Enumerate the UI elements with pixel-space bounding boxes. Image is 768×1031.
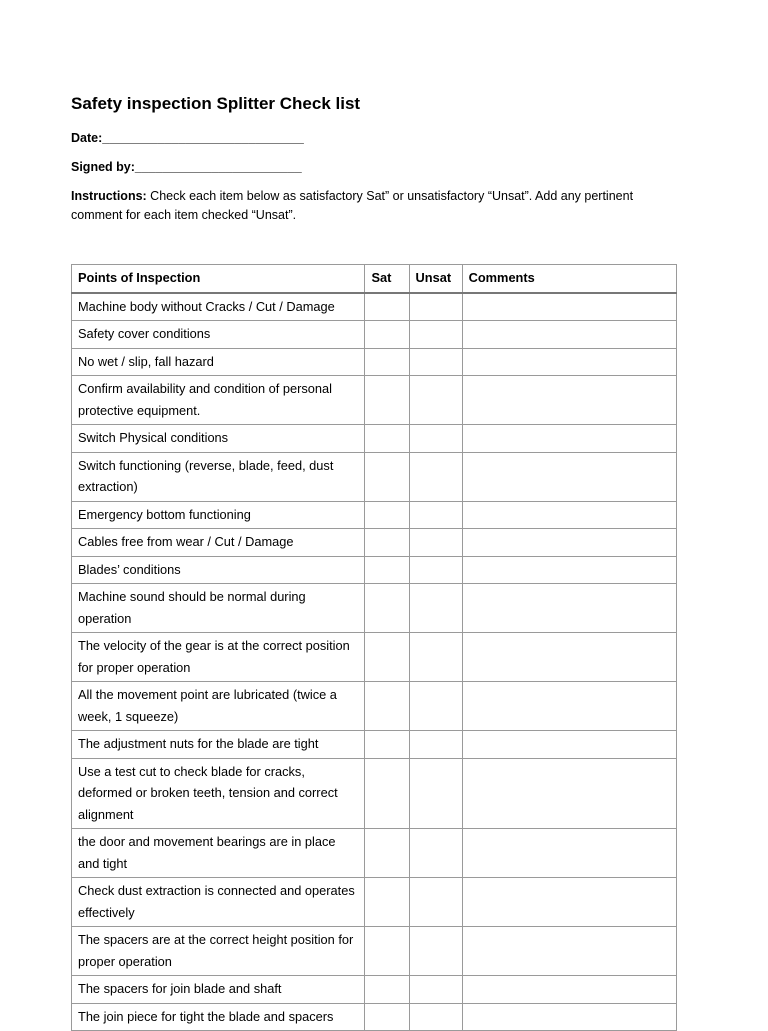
unsat-cell[interactable] <box>409 878 462 927</box>
unsat-cell[interactable] <box>409 682 462 731</box>
inspection-point-cell: The velocity of the gear is at the correct position for proper operation <box>72 633 365 682</box>
comments-cell[interactable] <box>462 293 676 321</box>
unsat-cell[interactable] <box>409 584 462 633</box>
instructions-text: Check each item below as satisfactory Sat” or unsatisfactory “Unsat”. Add any pertinent comment for each item checked “Unsat”. <box>71 189 634 222</box>
inspection-point-cell: Check dust extraction is connected and operates effectively <box>72 878 365 927</box>
signed-by-field <box>71 160 302 174</box>
inspection-point-cell: the door and movement bearings are in place and tight <box>72 829 365 878</box>
sat-cell[interactable] <box>365 529 409 557</box>
signed-by-line: ________________________ <box>134 160 302 174</box>
unsat-cell[interactable] <box>409 376 462 425</box>
table-row <box>72 321 677 349</box>
comments-cell[interactable] <box>462 376 676 425</box>
inspection-point-cell: Machine sound should be normal during operation <box>72 584 365 633</box>
unsat-cell[interactable] <box>409 731 462 759</box>
comments-cell[interactable] <box>462 976 676 1004</box>
table-row <box>72 376 677 425</box>
unsat-cell[interactable] <box>409 425 462 453</box>
inspection-point-cell: Confirm availability and condition of personal protective equipment. <box>72 376 365 425</box>
unsat-cell[interactable] <box>409 556 462 584</box>
inspection-point-cell: Safety cover conditions <box>72 321 365 349</box>
inspection-point-cell: The join piece for tight the blade and spacers <box>72 1003 365 1031</box>
inspection-point-cell: All the movement point are lubricated (twice a week, 1 squeeze) <box>72 682 365 731</box>
table-row <box>72 556 677 584</box>
header-points: Points of Inspection <box>72 265 365 293</box>
comments-cell[interactable] <box>462 584 676 633</box>
comments-cell[interactable] <box>462 758 676 829</box>
inspection-point-cell: Switch functioning (reverse, blade, feed, dust extraction) <box>72 452 365 501</box>
table-header-row <box>72 265 677 293</box>
table-row <box>72 425 677 453</box>
sat-cell[interactable] <box>365 556 409 584</box>
table-row <box>72 529 677 557</box>
unsat-cell[interactable] <box>409 976 462 1004</box>
comments-cell[interactable] <box>462 731 676 759</box>
header-sat: Sat <box>365 265 409 293</box>
table-row <box>72 633 677 682</box>
unsat-cell[interactable] <box>409 452 462 501</box>
table-row <box>72 976 677 1004</box>
signed-by-label: Signed by: <box>71 160 135 174</box>
unsat-cell[interactable] <box>409 501 462 529</box>
comments-cell[interactable] <box>462 1003 676 1031</box>
sat-cell[interactable] <box>365 501 409 529</box>
unsat-cell[interactable] <box>409 321 462 349</box>
comments-cell[interactable] <box>462 529 676 557</box>
date-line: _____________________________ <box>102 131 304 145</box>
comments-cell[interactable] <box>462 556 676 584</box>
sat-cell[interactable] <box>365 321 409 349</box>
inspection-table <box>71 264 677 1031</box>
table-row <box>72 1003 677 1031</box>
comments-cell[interactable] <box>462 829 676 878</box>
sat-cell[interactable] <box>365 927 409 976</box>
header-unsat: Unsat <box>409 265 462 293</box>
sat-cell[interactable] <box>365 878 409 927</box>
comments-cell[interactable] <box>462 927 676 976</box>
sat-cell[interactable] <box>365 682 409 731</box>
sat-cell[interactable] <box>365 425 409 453</box>
unsat-cell[interactable] <box>409 829 462 878</box>
comments-cell[interactable] <box>462 452 676 501</box>
table-row <box>72 731 677 759</box>
sat-cell[interactable] <box>365 348 409 376</box>
sat-cell[interactable] <box>365 452 409 501</box>
comments-cell[interactable] <box>462 633 676 682</box>
inspection-point-cell: The spacers are at the correct height position for proper operation <box>72 927 365 976</box>
table-row <box>72 452 677 501</box>
table-row <box>72 682 677 731</box>
table-row <box>72 927 677 976</box>
date-label: Date: <box>71 131 103 145</box>
instructions <box>71 187 671 225</box>
inspection-point-cell: The spacers for join blade and shaft <box>72 976 365 1004</box>
unsat-cell[interactable] <box>409 529 462 557</box>
table-row <box>72 348 677 376</box>
sat-cell[interactable] <box>365 376 409 425</box>
inspection-point-cell: Machine body without Cracks / Cut / Damage <box>72 293 365 321</box>
inspection-point-cell: No wet / slip, fall hazard <box>72 348 365 376</box>
unsat-cell[interactable] <box>409 348 462 376</box>
inspection-point-cell: Blades’ conditions <box>72 556 365 584</box>
unsat-cell[interactable] <box>409 633 462 682</box>
comments-cell[interactable] <box>462 348 676 376</box>
table-row <box>72 501 677 529</box>
unsat-cell[interactable] <box>409 927 462 976</box>
comments-cell[interactable] <box>462 425 676 453</box>
sat-cell[interactable] <box>365 584 409 633</box>
sat-cell[interactable] <box>365 829 409 878</box>
sat-cell[interactable] <box>365 976 409 1004</box>
sat-cell[interactable] <box>365 633 409 682</box>
sat-cell[interactable] <box>365 758 409 829</box>
sat-cell[interactable] <box>365 1003 409 1031</box>
sat-cell[interactable] <box>365 293 409 321</box>
comments-cell[interactable] <box>462 321 676 349</box>
table-row <box>72 758 677 829</box>
page-title: Safety inspection Splitter Check list <box>71 94 361 113</box>
inspection-point-cell: Cables free from wear / Cut / Damage <box>72 529 365 557</box>
comments-cell[interactable] <box>462 501 676 529</box>
inspection-point-cell: Use a test cut to check blade for cracks, deformed or broken teeth, tension and correct alignment <box>72 758 365 829</box>
inspection-point-cell: Switch Physical conditions <box>72 425 365 453</box>
header-comments: Comments <box>462 265 676 293</box>
table-row <box>72 829 677 878</box>
sat-cell[interactable] <box>365 731 409 759</box>
table-row <box>72 584 677 633</box>
unsat-cell[interactable] <box>409 758 462 829</box>
instructions-label: Instructions: <box>71 189 147 203</box>
inspection-point-cell: The adjustment nuts for the blade are tight <box>72 731 365 759</box>
unsat-cell[interactable] <box>409 293 462 321</box>
table-row <box>72 878 677 927</box>
date-field <box>71 131 304 145</box>
comments-cell[interactable] <box>462 878 676 927</box>
inspection-point-cell: Emergency bottom functioning <box>72 501 365 529</box>
comments-cell[interactable] <box>462 682 676 731</box>
table-row <box>72 293 677 321</box>
unsat-cell[interactable] <box>409 1003 462 1031</box>
